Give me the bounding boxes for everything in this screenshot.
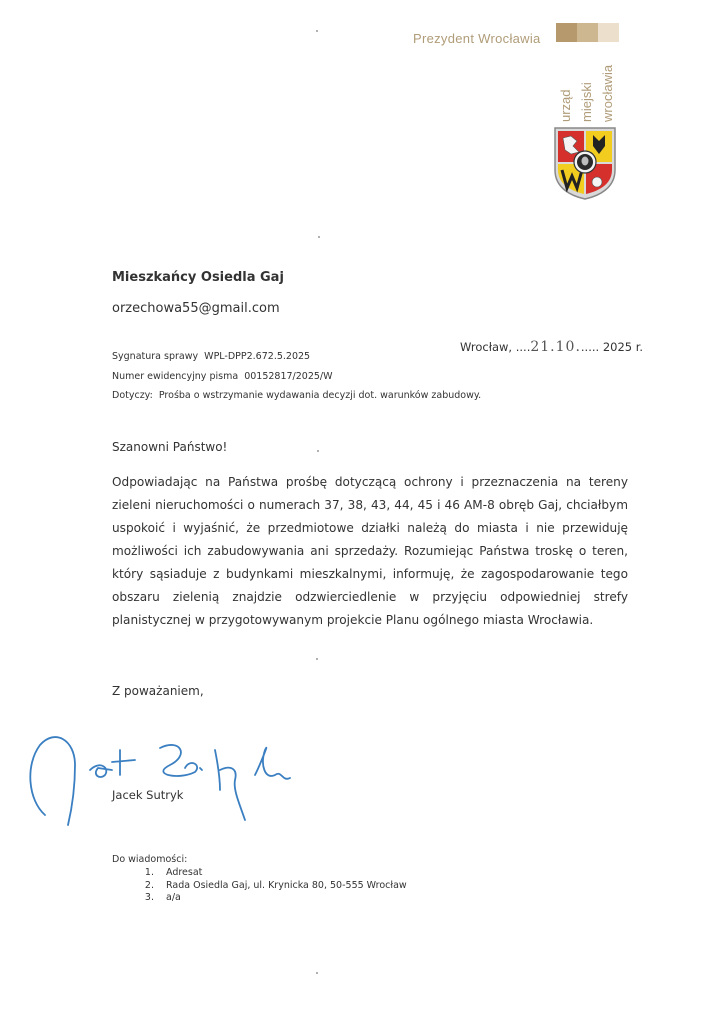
date-suffix: 2025 r. [599,340,644,354]
scan-speck [316,30,318,32]
scan-speck [318,236,320,238]
subject-value: Prośba o wstrzymanie wydawania decyzji dot. warunków zabudowy. [158,390,482,401]
date-handwritten: 21.10. [530,339,581,355]
recipient-name: Mieszkańcy Osiedla Gaj [112,270,284,285]
signer-name: Jacek Sutryk [112,788,184,802]
record-label: Numer ewidencyjny pisma [112,371,239,382]
cc-list [112,867,407,905]
date-line [460,339,643,355]
scan-speck [316,972,318,974]
cc-item [112,880,407,893]
subject-label: Dotyczy: [112,390,153,401]
date-dots-after: ..... [580,340,600,354]
date-prefix: Wrocław, [460,340,516,354]
logo-word-miejski: miejski [579,82,594,122]
logo-square-dark [556,23,577,42]
date-dots-before: .... [515,340,531,354]
logo-word-urzad: urząd [558,89,573,122]
coat-of-arms-icon [553,126,617,200]
logo-square-mid [577,23,598,42]
case-label: Sygnatura sprawy [112,351,199,362]
cc-item-number: 3. [144,892,154,903]
logo-word-wroclawia: wrocławia [600,64,615,122]
handwritten-signature [20,720,310,830]
cc-item [112,892,407,905]
case-value: WPL-DPP2.672.5.2025 [204,351,311,362]
greeting: Szanowni Państwo! [112,440,228,454]
cc-item-number: 2. [144,879,154,891]
record-number-line [112,371,333,382]
scan-speck [317,450,319,452]
cc-item-text: Adresat [166,867,203,878]
recipient-email: orzechowa55@gmail.com [112,301,280,316]
letterhead-title: Prezydent Wrocławia [413,31,541,46]
cc-title: Do wiadomości: [112,854,188,865]
closing: Z poważaniem, [112,684,204,698]
cc-item [112,867,407,880]
cc-item-text: a/a [166,892,181,903]
letter-body: Odpowiadając na Państwa prośbę dotyczącą ochrony i przeznaczenia na tereny zieleni nieruchomości o numerach 37, 38, 43, 44, 45 i 46 AM-8 obręb Gaj, chciałbym uspokoić i wyjaśnić, że przedmiotowe działki należą do miasta i nie przewiduję możliwości ich zabudowywania ani sprzedaży. Rozumiejąc Państwa troskę o teren, który sąsiaduje z budynkami mieszkalnymi, informuję, że zagospodarowanie tego obszaru zielenią znajdzie odzwierciedlenie w przyjęciu odpowiedniej strefy planistycznej w przygotowywanym projekcie Planu ogólnego miasta Wrocławia. [112,475,628,627]
scan-speck [316,658,318,660]
cc-item-number: 1. [144,867,154,878]
cc-item-text: Rada Osiedla Gaj, ul. Krynicka 80, 50-555 Wrocław [166,879,407,891]
record-value: 00152817/2025/W [244,371,333,382]
logo-square-light [598,23,619,42]
case-signature-line [112,351,310,362]
subject-line [112,390,481,401]
